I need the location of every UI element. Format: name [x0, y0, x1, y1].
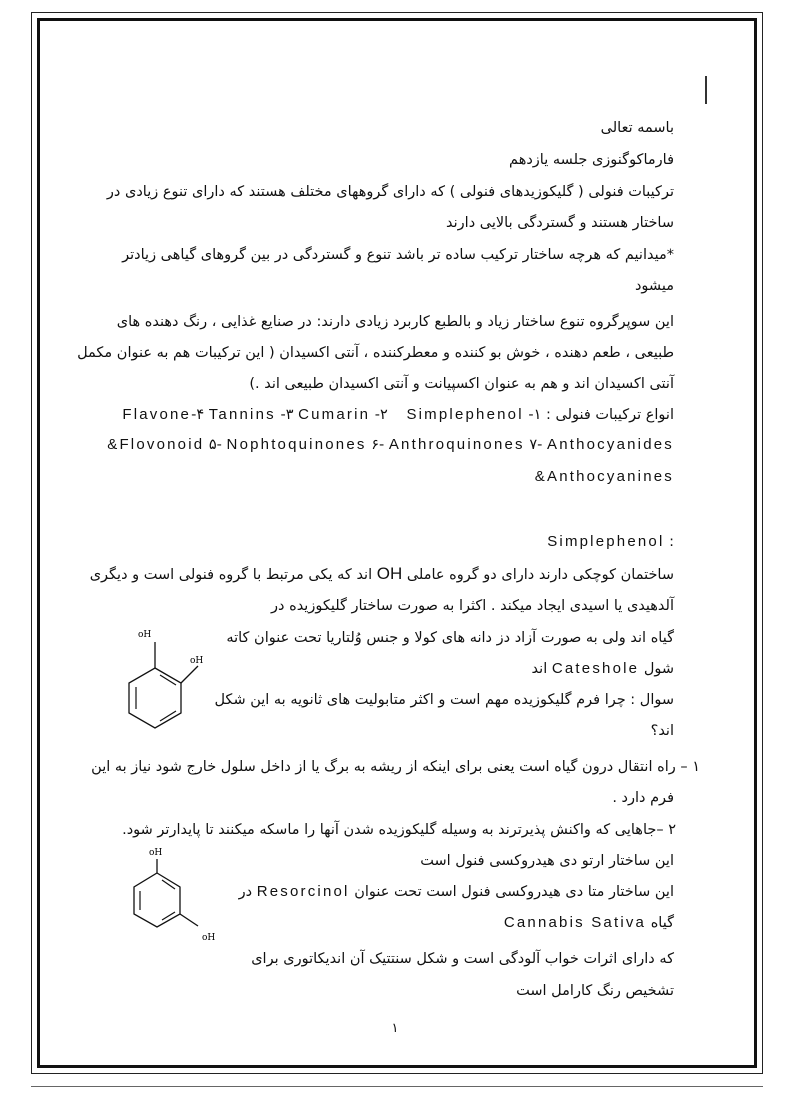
type-amp-2: &	[534, 468, 547, 485]
text-line-24	[239, 882, 674, 902]
type-flavone: Flavone	[122, 406, 192, 423]
catechol-structure	[100, 620, 230, 745]
section-heading-suffix: :	[669, 534, 674, 550]
text-line-7: این سوپرگروه تنوع ساختار زیاد و بالطبع کاربرد زیادی دارند: در صنایع غذایی ، رنگ دهنده های	[116, 314, 674, 330]
text-line-14b: اند که یکی مرتبط با گروه فنولی است و دیگری	[89, 567, 373, 583]
text-line-21: فرم دارد .	[612, 790, 674, 806]
type-number-4: ۴-	[191, 407, 205, 423]
text-line-3: ترکیبات فنولی ( گلیکوزیدهای فنولی ) که دارای گروههای مختلف هستند که دارای تنوع زیادی در	[106, 184, 674, 200]
text-line-8: طبیعی ، طعم دهنده ، خوش بو کننده و معطرکننده ، آنتی اکسیدان ( این ترکیبات هم به عنوان مکمل	[77, 345, 674, 361]
subtitle-line: فارماکوگنوزی جلسه یازدهم	[509, 152, 674, 168]
type-number-7: ۷-	[529, 437, 543, 453]
text-line-17	[532, 659, 674, 679]
text-line-4: ساختار هستند و گستردگی بالایی دارند	[446, 215, 674, 231]
type-number-2: ۲-	[374, 407, 388, 423]
oh-term: OH	[376, 564, 403, 583]
section-heading-text: Simplephenol	[547, 533, 665, 550]
text-line-18: سوال : چرا فرم گلیکوزیده مهم است و اکثر متابولیت های ثانویه به این شکل	[214, 692, 674, 708]
text-line-17b: اند	[531, 661, 548, 677]
text-line-14	[90, 564, 674, 585]
type-number-5: ۵-	[208, 437, 222, 453]
text-line-26: که دارای اثرات خواب آلودگی است و شکل سنتتیک آن اندیکاتوری برای	[251, 951, 674, 967]
text-line-24b: در	[238, 884, 253, 900]
section-heading	[547, 532, 674, 552]
cateshole-term: Cateshole	[551, 660, 640, 677]
text-line-27: تشخیص رنگ کارامل است	[516, 983, 674, 999]
phenol-types-line-1	[122, 405, 674, 425]
text-line-17a: شول	[643, 661, 674, 677]
text-line-15: آلدهیدی یا اسیدی ایجاد میکند . اکثرا به صورت ساختار گلیکوزیده در	[271, 598, 674, 614]
text-line-9: آنتی اکسیدان اند و هم به عنوان اکسپیانت و آنتی اکسیدان طبیعی اند .)	[249, 376, 674, 392]
text-line-22: ۲ –جاهایی که واکنش پذیرترند به وسیله گلیکوزیده شدن آنها را ماسکه میکنند تا پایدارتر شود.	[122, 822, 676, 838]
text-line-24a: این ساختار متا دی هیدروکسی فنول است تحت عنوان	[354, 884, 674, 900]
text-line-20: ۱ – راه انتقال درون گیاه است یعنی برای اینکه از ریشه به برگ یا از داخل سلول خارج شود نیاز به این	[91, 759, 700, 775]
type-number-3: ۳-	[280, 407, 294, 423]
type-number-6: ۶-	[371, 437, 385, 453]
type-nophtoquinones: Nophtoquinones	[226, 436, 367, 453]
text-cursor	[705, 76, 707, 104]
phenol-types-line-2	[107, 435, 674, 455]
type-anthocyanines: Anthocyanines	[546, 468, 674, 485]
type-simplephenol: Simplephenol	[406, 406, 524, 423]
type-anthroquinones: Anthroquinones	[388, 436, 525, 453]
text-line-14a: ساختمان کوچکی دارند دارای دو گروه عاملی	[406, 567, 674, 583]
type-flovonoid: Flovonoid	[119, 436, 205, 453]
text-line-5: *میدانیم که هرچه ساختار ترکیب ساده تر باشد تنوع و گستردگی در بین گروهای گیاهی زیادتر	[122, 247, 674, 263]
text-line-16: گیاه اند ولی به صورت آزاد دز دانه های کولا و جنس وُلتاریا تحت عنوان کاته	[226, 630, 674, 646]
type-anthocyanides: Anthocyanides	[546, 436, 674, 453]
text-line-19: اند؟	[650, 723, 674, 739]
type-tannins: Tannins	[208, 406, 276, 423]
resorcinol-oh-1: oH	[149, 848, 163, 858]
text-line-6: میشود	[634, 278, 674, 294]
page-number: ۱	[391, 1021, 399, 1036]
type-cumarin: Cumarin	[298, 406, 371, 423]
types-label: انواع ترکیبات فنولی : ۱-	[528, 407, 674, 423]
catechol-oh-1: oH	[138, 630, 152, 640]
phenol-types-line-3	[535, 467, 674, 487]
resorcinol-term: Resorcinol	[256, 883, 350, 900]
text-line-23: این ساختار ارتو دی هیدروکسی فنول است	[420, 853, 674, 869]
text-line-25	[504, 913, 674, 933]
page-bottom-line	[31, 1086, 763, 1087]
title-line: باسمه تعالی	[600, 120, 674, 136]
resorcinol-structure	[122, 843, 232, 953]
text-line-25a: گیاه	[650, 915, 674, 931]
resorcinol-oh-2: oH	[202, 933, 216, 943]
cannabis-term: Cannabis Sativa	[503, 914, 647, 931]
catechol-oh-2: oH	[190, 656, 204, 666]
type-amp-1: &	[107, 436, 120, 453]
